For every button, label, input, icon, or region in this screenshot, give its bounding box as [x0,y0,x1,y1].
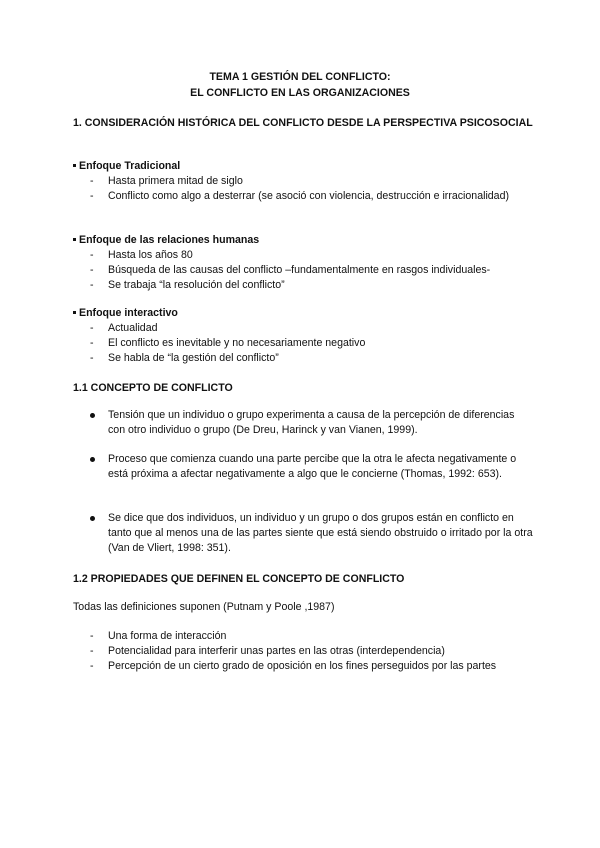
document-title-line-2: EL CONFLICTO EN LAS ORGANIZACIONES [190,87,410,99]
section-1-heading: 1. CONSIDERACIÓN HISTÓRICA DEL CONFLICTO DESDE LA PERSPECTIVA PSICOSOCIAL [73,117,533,129]
definition-bullet-3 [73,511,533,556]
list-item: Tensión que un individuo o grupo experimenta a causa de la percepción de diferencias con otro individuo o grupo (De Dreu, Harinck y van Vianen, 1999). [73,408,533,438]
list-item: - Se trabaja “la resolución del conflicto” [90,279,285,291]
list-item: Se dice que dos individuos, un individuo y un grupo o dos grupos están en conflicto en tanto que al menos una de las partes siente que está siendo obstruido o irritado por la otra (Van de Vliert, 1998: 351). [73,511,533,556]
approach-heading-traditional: Enfoque Tradicional [73,159,180,174]
dash-bullet-icon: - [90,352,94,364]
dash-bullet-icon: - [90,660,94,672]
list-item: - El conflicto es inevitable y no necesariamente negativo [90,337,366,349]
list-item: - Potencialidad para interferir unas partes en las otras (interdependencia) [90,645,445,657]
dash-bullet-icon: - [90,337,94,349]
section-1-2-intro: Todas las definiciones suponen (Putnam y Poole ,1987) [73,601,335,613]
dash-bullet-icon: - [90,175,94,187]
square-bullet-icon [73,238,76,241]
list-item: - Conflicto como algo a desterrar (se asoció con violencia, destrucción e irracionalidad) [90,190,509,202]
dash-bullet-icon: - [90,190,94,202]
approach-list-human-relations [73,248,533,293]
list-item: - Búsqueda de las causas del conflicto –fundamentalmente en rasgos individuales- [90,264,491,276]
document-title-line-1: TEMA 1 GESTIÓN DEL CONFLICTO: [209,71,391,83]
properties-list [73,629,533,674]
round-bullet-icon [90,413,95,418]
section-1-2-heading: 1.2 PROPIEDADES QUE DEFINEN EL CONCEPTO DE CONFLICTO [73,573,405,585]
approach-list-interactive [73,321,533,366]
definition-bullet-2 [73,452,533,482]
list-item: Proceso que comienza cuando una parte percibe que la otra le afecta negativamente o está próxima a afectar negativamente a algo que le concierne (Thomas, 1992: 653). [73,452,533,482]
square-bullet-icon [73,164,76,167]
dash-bullet-icon: - [90,249,94,261]
approach-list-traditional [73,174,533,204]
list-item: - Hasta primera mitad de siglo [90,175,243,187]
round-bullet-icon [90,516,95,521]
list-item: - Hasta los años 80 [90,249,193,261]
list-item: - Una forma de interacción [90,630,227,642]
section-1-1-heading: 1.1 CONCEPTO DE CONFLICTO [73,382,233,394]
dash-bullet-icon: - [90,322,94,334]
dash-bullet-icon: - [90,279,94,291]
definition-bullet-1 [73,408,533,438]
dash-bullet-icon: - [90,630,94,642]
list-item: - Se habla de “la gestión del conflicto” [90,352,279,364]
approach-heading-interactive: Enfoque interactivo [73,306,178,321]
list-item: - Percepción de un cierto grado de oposición en los fines perseguidos por las partes [90,660,497,672]
dash-bullet-icon: - [90,645,94,657]
approach-heading-human-relations: Enfoque de las relaciones humanas [73,233,259,248]
square-bullet-icon [73,311,76,314]
list-item: - Actualidad [90,322,158,334]
dash-bullet-icon: - [90,264,94,276]
round-bullet-icon [90,457,95,462]
